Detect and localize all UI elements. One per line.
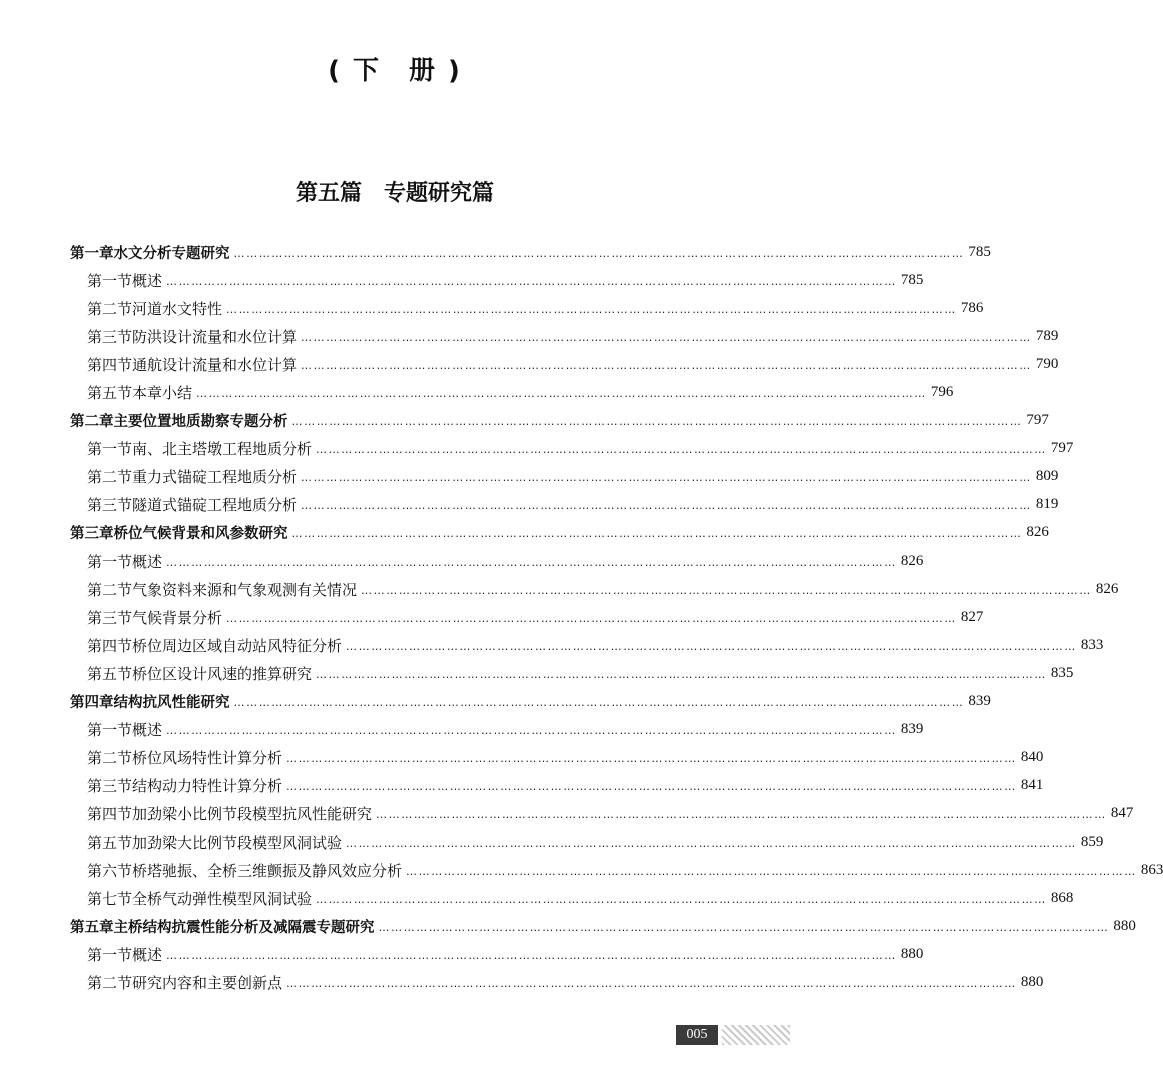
toc-section-entry [70,884,1074,912]
toc-section-entry [70,828,1104,856]
toc-section-entry [70,772,1044,800]
toc-section-entry [70,547,924,575]
toc-leader-dots: ………………………………………………………………………………………………………………………………………………………… [226,302,957,316]
toc-leader-dots: ………………………………………………………………………………………………………………………………………………………… [286,976,1017,990]
toc-entry-page: 839 [900,721,924,738]
toc-entry-page: 833 [1080,636,1104,653]
toc-entry-number: 第二节 [87,299,133,318]
toc-entry-title: 全桥气动弹性模型风洞试验 [132,889,313,908]
toc-entry-title: 气候背景分析 [132,608,223,627]
toc-entry-number: 第一章 [70,245,114,262]
toc-entry-page: 826 [1026,524,1049,541]
toc-entry-number: 第二节 [87,468,133,487]
toc-section-entry [70,856,1163,884]
toc-entry-page: 796 [930,384,954,401]
toc-entry-title: 加劲梁小比例节段模型抗风性能研究 [132,805,373,824]
toc-entry-number: 第五节 [87,833,133,852]
toc-entry-page: 859 [1080,833,1104,850]
toc-entry-title: 主要位置地质勘察专题分析 [113,414,288,431]
toc-entry-title: 河道水文特性 [132,299,223,318]
toc-section-entry [70,800,1134,828]
toc-entry-page: 785 [900,271,924,288]
toc-section-entry [70,435,1074,463]
toc-entry-title: 概述 [132,721,163,740]
toc-leader-dots: ………………………………………………………………………………………………………………………………………………………… [376,808,1107,822]
toc-leader-dots: ………………………………………………………………………………………………………………………………………………………… [378,920,1110,934]
toc-entry-page: 847 [1110,805,1134,822]
toc-leader-dots: ………………………………………………………………………………………………………………………………………………………… [286,752,1017,766]
toc-entry-title: 隧道式锚碇工程地质分析 [132,496,298,515]
toc-section-entry [70,659,1074,687]
toc-leader-dots: ………………………………………………………………………………………………………………………………………………………… [166,724,897,738]
toc-section-entry [70,322,1059,350]
toc-entry-title: 结构动力特性计算分析 [132,777,283,796]
toc-entry-number: 第一节 [87,721,133,740]
toc-entry-number: 第六节 [87,861,133,880]
toc-leader-dots: ………………………………………………………………………………………………………………………………………………………… [346,639,1077,653]
toc-entry-number: 第七节 [87,889,133,908]
toc-section-entry [70,463,1059,491]
toc-entry-number: 第五章 [70,919,114,936]
toc-entry-title: 概述 [132,271,163,290]
toc-entry-title: 概述 [132,945,163,964]
toc-entry-title: 加劲梁大比例节段模型风洞试验 [132,833,343,852]
toc-leader-dots: ………………………………………………………………………………………………………………………………………………………… [291,415,1023,429]
toc-entry-page: 840 [1020,749,1044,766]
toc-entry-number: 第五节 [87,664,133,683]
volume-title: ( 下 册 ) [328,56,462,86]
toc-entry-number: 第二节 [87,749,133,768]
toc-entry-page: 880 [1020,973,1044,990]
toc-entry-title: 本章小结 [132,384,193,403]
toc-leader-dots: ………………………………………………………………………………………………………………………………………………………… [166,948,897,962]
toc-entry-number: 第三节 [87,496,133,515]
toc-entry-page: 827 [960,608,984,625]
toc-entry-number: 第二节 [87,580,133,599]
toc-section-entry [70,378,954,406]
toc-entry-page: 826 [1095,580,1119,597]
toc-entry-number: 第一节 [87,552,133,571]
toc-entry-page: 785 [968,243,991,260]
toc-entry-number: 第三章 [70,526,114,543]
toc-section-entry [70,294,984,322]
toc-entry-page: 880 [1113,917,1136,934]
toc-entry-page: 835 [1050,664,1074,681]
toc-section-entry [70,491,1059,519]
toc-entry-number: 第三节 [87,327,133,346]
toc-entry-title: 主桥结构抗震性能分析及减隔震专题研究 [113,919,375,936]
toc-entry-number: 第三节 [87,608,133,627]
toc-entry-page: 797 [1050,440,1074,457]
page-number: 005 [676,1025,718,1045]
toc-leader-dots: ………………………………………………………………………………………………………………………………………………………… [316,667,1047,681]
toc-section-entry [70,968,1044,996]
toc-entry-page: 826 [900,552,924,569]
toc-entry-page: 809 [1035,468,1059,485]
toc-chapter-entry [70,519,1049,547]
toc-entry-title: 结构抗风性能研究 [113,695,230,712]
toc-leader-dots: ………………………………………………………………………………………………………………………………………………………… [346,836,1077,850]
toc-leader-dots: ………………………………………………………………………………………………………………………………………………………… [226,611,957,625]
toc-entry-title: 桥位风场特性计算分析 [132,749,283,768]
toc-entry-page: 819 [1035,496,1059,513]
toc-entry-number: 第四章 [70,695,114,712]
toc-chapter-entry [70,407,1049,435]
toc-entry-page: 790 [1035,355,1059,372]
toc-leader-dots: ………………………………………………………………………………………………………………………………………………………… [361,583,1092,597]
toc-entry-page: 797 [1026,412,1049,429]
toc-entry-title: 通航设计流量和水位计算 [132,355,298,374]
toc-entry-title: 水文分析专题研究 [113,245,230,262]
toc-leader-dots: ………………………………………………………………………………………………………………………………………………………… [316,443,1047,457]
toc-entry-page: 841 [1020,777,1044,794]
toc-leader-dots: ………………………………………………………………………………………………………………………………………………………… [301,471,1032,485]
toc-section-entry [70,940,924,968]
toc-entry-page: 863 [1140,861,1163,878]
toc-entry-title: 南、北主塔墩工程地质分析 [132,440,313,459]
toc-entry-number: 第一节 [87,440,133,459]
toc-leader-dots: ………………………………………………………………………………………………………………………………………………………… [291,527,1023,541]
toc-entry-number: 第二章 [70,414,114,431]
toc-leader-dots: ………………………………………………………………………………………………………………………………………………………… [166,274,897,288]
toc-leader-dots: ………………………………………………………………………………………………………………………………………………………… [233,246,965,260]
toc-entry-title: 桥位气候背景和风参数研究 [113,526,288,543]
toc-entry-title: 桥塔驰振、全桥三维颤振及静风效应分析 [132,861,403,880]
toc-entry-number: 第一节 [87,945,133,964]
toc-leader-dots: ………………………………………………………………………………………………………………………………………………………… [286,780,1017,794]
toc-entry-title: 研究内容和主要创新点 [132,973,283,992]
toc-section-entry [70,631,1104,659]
toc-leader-dots: ………………………………………………………………………………………………………………………………………………………… [301,499,1032,513]
toc-leader-dots: ………………………………………………………………………………………………………………………………………………………… [316,892,1047,906]
toc-leader-dots: ………………………………………………………………………………………………………………………………………………………… [233,696,965,710]
toc-section-entry [70,744,1044,772]
toc-entry-page: 880 [900,945,924,962]
toc-section-entry [70,350,1059,378]
toc-section-entry [70,716,924,744]
toc-chapter-entry [70,912,1136,940]
toc-leader-dots: ………………………………………………………………………………………………………………………………………………………… [301,330,1032,344]
toc-entry-title: 防洪设计流量和水位计算 [132,327,298,346]
toc-entry-number: 第四节 [87,636,133,655]
toc-entry-number: 第二节 [87,973,133,992]
toc-chapter-entry [70,688,991,716]
toc-section-entry [70,603,984,631]
toc-leader-dots: ………………………………………………………………………………………………………………………………………………………… [301,358,1032,372]
toc-entry-page: 786 [960,299,984,316]
toc-section-entry [70,266,924,294]
toc-leader-dots: ………………………………………………………………………………………………………………………………………………………… [166,555,897,569]
part-title: 第五篇 专题研究篇 [295,180,494,206]
toc-leader-dots: ………………………………………………………………………………………………………………………………………………………… [406,864,1137,878]
toc-entry-title: 气象资料来源和气象观测有关情况 [132,580,358,599]
toc-entry-title: 概述 [132,552,163,571]
toc-entry-title: 桥位周边区域自动站风特征分析 [132,636,343,655]
toc-entry-title: 桥位区设计风速的推算研究 [132,664,313,683]
toc-leader-dots: ………………………………………………………………………………………………………………………………………………………… [196,387,927,401]
toc-entry-page: 868 [1050,889,1074,906]
toc-entry-title: 重力式锚碇工程地质分析 [132,468,298,487]
toc-chapter-entry [70,238,991,266]
toc-entry-page: 789 [1035,327,1059,344]
toc-entry-number: 第四节 [87,805,133,824]
toc-entry-page: 839 [968,693,991,710]
toc-entry-number: 第一节 [87,271,133,290]
folio-decoration [722,1025,790,1045]
toc-entry-number: 第五节 [87,384,133,403]
toc-section-entry [70,575,1119,603]
toc-entry-number: 第三节 [87,777,133,796]
table-of-contents [70,238,1163,997]
toc-entry-number: 第四节 [87,355,133,374]
